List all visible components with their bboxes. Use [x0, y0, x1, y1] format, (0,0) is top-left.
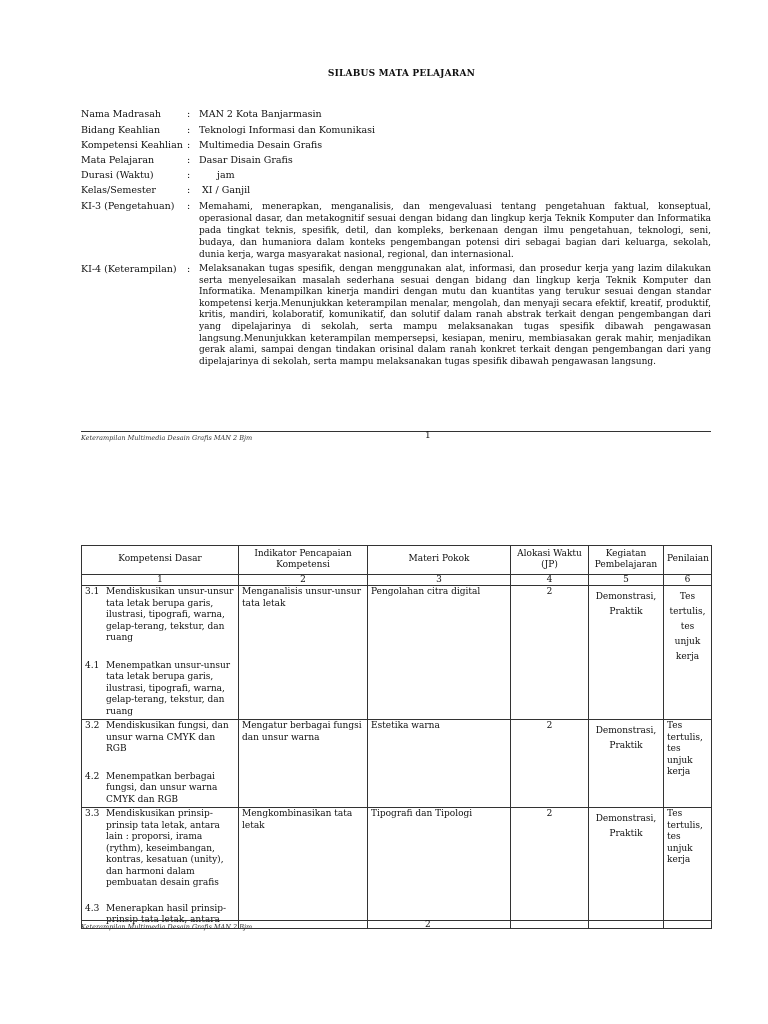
indikator-cell: Mengatur berbagai fungsi dan unsur warna — [239, 720, 368, 808]
document-title: SILABUS MATA PELAJARAN — [327, 69, 476, 79]
info-colon: : — [187, 170, 191, 181]
kd-number: 3.2 — [85, 721, 100, 731]
page-number: 1 — [425, 431, 431, 441]
info-row-ki3 — [81, 201, 711, 261]
kd-number: 3.1 — [85, 587, 100, 597]
info-label: Mata Pelajaran — [81, 155, 155, 166]
alokasi-cell: 2 — [511, 720, 589, 808]
info-row-ki4 — [81, 264, 711, 374]
alokasi-cell: 2 — [511, 808, 589, 929]
kompetensi-dasar-cell — [82, 586, 239, 720]
table-header-row — [82, 546, 712, 575]
info-value: jam — [217, 170, 235, 181]
footer-divider — [81, 431, 711, 432]
info-colon: : — [187, 109, 191, 120]
info-label: KI-4 (Keterampilan) — [81, 264, 177, 275]
kegiatan-cell: Demonstrasi, Praktik — [589, 586, 664, 720]
penilaian-cell: Tes tertulis, tes unjuk kerja — [664, 808, 712, 929]
penilaian-cell: Tes tertulis, tes unjuk kerja — [664, 586, 712, 720]
info-value: Teknologi Informasi dan Komunikasi — [199, 125, 376, 136]
info-colon: : — [187, 155, 191, 166]
kd-number: 3.3 — [85, 809, 100, 819]
kd-item — [85, 587, 235, 645]
column-number: 4 — [511, 575, 589, 586]
header-kompetensi-dasar: Kompetensi Dasar — [82, 546, 239, 575]
column-number: 5 — [589, 575, 664, 586]
info-label: Durasi (Waktu) — [81, 170, 154, 181]
indikator-cell: Menganalisis unsur-unsur tata letak — [239, 586, 368, 720]
kd-text: Menerapkan hasil prinsip-prinsip tata letak, antara — [106, 903, 227, 925]
kegiatan-cell: Demonstrasi, Praktik — [589, 808, 664, 929]
info-label: Kompetensi Keahlian — [81, 140, 183, 151]
info-value: Dasar Disain Grafis — [199, 155, 293, 166]
kd-number: 4.1 — [85, 660, 100, 671]
info-value: Multimedia Desain Grafis — [199, 140, 323, 151]
kd-item — [85, 809, 235, 890]
table-row — [82, 586, 712, 720]
footer-divider — [81, 920, 711, 921]
info-label: Nama Madrasah — [81, 109, 162, 120]
info-colon: : — [187, 140, 191, 151]
column-number-row — [82, 575, 712, 586]
info-label: Kelas/Semester — [81, 185, 156, 196]
info-value: Melaksanakan tugas spesifik, dengan menggunakan alat, informasi, dan prosedur kerja yang lazim dilakukan serta menyelesaikan masalah sederhana sesuai dengan bidang dan lingkup kerja Teknik Komputer dan Informatika. Menampilkan kinerja mandiri dengan mutu dan kuantitas yang terukur sesuai dengan standar kompetensi kerja.Menunjukkan keterampilan menalar, mengolah, dan menyaji secara efektif, kreatif, produktif, kritis, mandiri, kolaboratif, komunikatif, dan solutif dalam ranah abstrak terkait dengan pengembangan dari yang dipelajarinya di sekolah, serta mampu melaksanakan tugas spesifik dibawah pengawasan langsung.Menunjukkan keterampilan mempersepsi, kesiapan, meniru, membiasakan gerak mahir, menjadikan gerak alami, sampai dengan tindakan orisinal dalam ranah konkret terkait dengan pengembangan dari yang dipelajarinya di sekolah, serta mampu melaksanakan tugas spesifik dibawah pengawasan langsung. — [199, 264, 711, 367]
kd-number: 4.3 — [85, 903, 100, 914]
footer-text: Keterampilan Multimedia Desain Grafis MAN 2 Bjm — [81, 923, 253, 931]
table-row — [82, 808, 712, 929]
kd-number: 4.2 — [85, 771, 100, 782]
info-label: Bidang Keahlian — [81, 125, 161, 136]
column-number: 3 — [368, 575, 511, 586]
header-kegiatan: Kegiatan Pembelajaran — [589, 546, 664, 575]
penilaian-cell: Tes tertulis, tes unjuk kerja — [664, 720, 712, 808]
info-label: KI-3 (Pengetahuan) — [81, 201, 175, 212]
footer-text: Keterampilan Multimedia Desain Grafis MAN 2 Bjm — [81, 434, 253, 442]
kd-text: Menempatkan unsur-unsur tata letak berupa garis, ilustrasi, tipografi, warna, gelap-terang, tekstur, dan ruang — [106, 660, 231, 717]
materi-cell: Tipografi dan Tipologi — [368, 808, 511, 929]
info-colon: : — [187, 125, 191, 136]
column-number: 2 — [239, 575, 368, 586]
alokasi-cell: 2 — [511, 586, 589, 720]
table-row — [82, 720, 712, 808]
indikator-cell: Mengkombinasikan tata letak — [239, 808, 368, 929]
header-indikator: Indikator Pencapaian Kompetensi — [239, 546, 368, 575]
header-alokasi-waktu: Alokasi Waktu (JP) — [511, 546, 589, 575]
kd-text: Mendiskusikan unsur-unsur tata letak berupa garis, ilustrasi, tipografi, warna, gelap-terang, tekstur, dan ruang — [106, 587, 234, 643]
column-number: 1 — [82, 575, 239, 586]
kompetensi-dasar-cell — [82, 720, 239, 808]
materi-cell: Pengolahan citra digital — [368, 586, 511, 720]
kd-item — [85, 772, 235, 807]
kd-text: Mendiskusikan prinsip-prinsip tata letak, antara lain : proporsi, irama (rythm), keseimbangan, kontras, kesatuan (unity), dan harmoni dalam pembuatan desain grafis — [106, 809, 224, 888]
kd-text: Mendiskusikan fungsi, dan unsur warna CMYK dan RGB — [106, 721, 229, 754]
info-value: Memahami, menerapkan, menganalisis, dan mengevaluasi tentang pengetahuan faktual, konseptual, operasional dasar, dan metakognitif sesuai dengan bidang dan lingkup kerja Teknik Komputer dan Informatika pada tingkat teknis, spesifik, detil, dan kompleks, berkenaan dengan ilmu pengetahuan, teknologi, seni, budaya, dan humaniora dalam konteks pengembangan potensi diri sebagai bagian dari keluarga, sekolah, dunia kerja, warga masyarakat nasional, regional, dan internasional. — [199, 202, 711, 260]
kegiatan-cell: Demonstrasi, Praktik — [589, 720, 664, 808]
info-value: XI / Ganjil — [202, 185, 251, 196]
kd-item — [85, 661, 235, 719]
kd-text: Menempatkan berbagai fungsi, dan unsur warna CMYK dan RGB — [106, 771, 218, 805]
info-colon: : — [187, 264, 191, 275]
kompetensi-dasar-cell — [82, 808, 239, 929]
column-number: 6 — [664, 575, 712, 586]
syllabus-table — [81, 545, 712, 929]
info-colon: : — [187, 185, 191, 196]
info-colon: : — [187, 201, 191, 212]
kd-item — [85, 721, 235, 756]
header-penilaian: Penilaian — [664, 546, 712, 575]
materi-cell: Estetika warna — [368, 720, 511, 808]
header-materi-pokok: Materi Pokok — [368, 546, 511, 575]
page-number: 2 — [425, 920, 431, 930]
info-value: MAN 2 Kota Banjarmasin — [199, 109, 322, 120]
